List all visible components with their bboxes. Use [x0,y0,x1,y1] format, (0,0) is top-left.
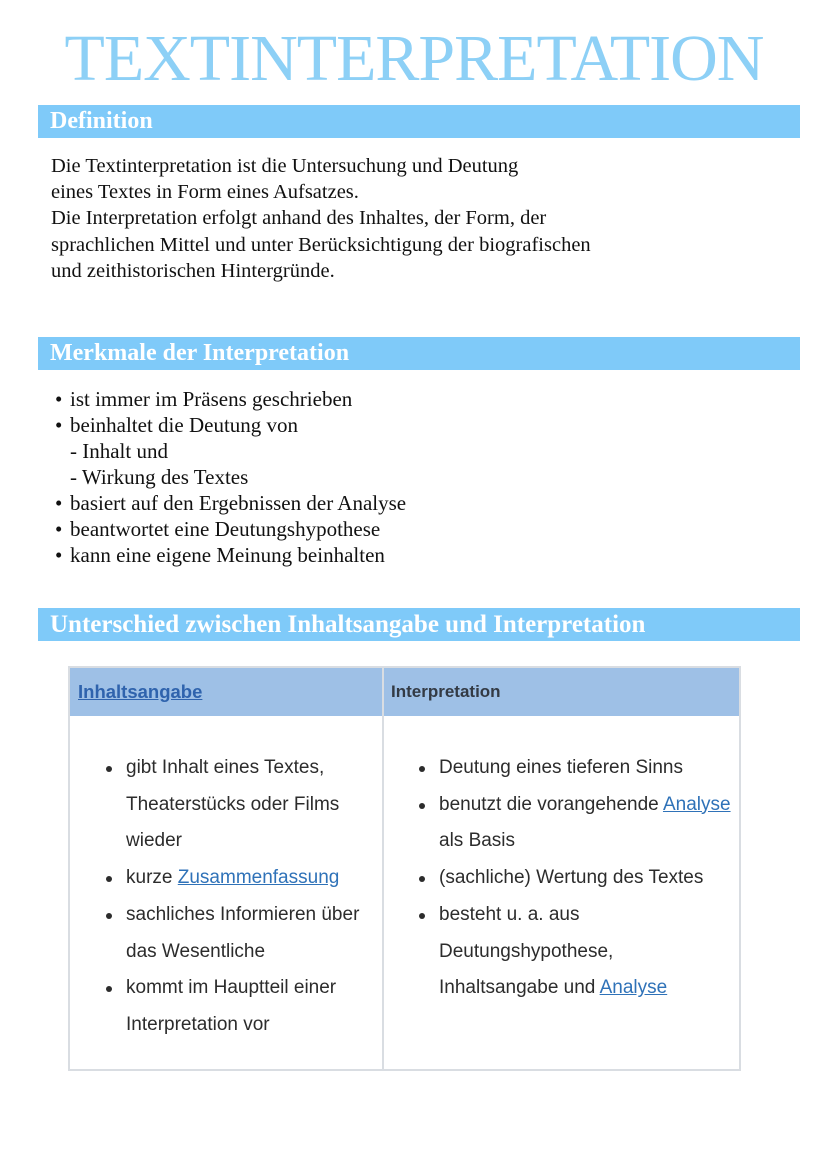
list-item: Deutung eines tieferen Sinns [417,750,737,787]
definition-line: eines Textes in Form eines Aufsatzes. [51,181,359,204]
table-header-interpretation: Interpretation [391,682,501,701]
bullet-icon: • [55,491,63,515]
list-subitem: - Wirkung des Textes [70,465,249,489]
definition-line: und zeithistorischen Hintergründe. [51,259,335,282]
list-item: (sachliche) Wertung des Textes [417,860,737,897]
merkmale-list [55,386,795,568]
page-title: TEXTINTERPRETATION [64,22,764,95]
bullet-icon: • [55,517,63,541]
analyse-link[interactable]: Analyse [599,977,668,999]
list-item: sachliches Informieren über das Wesentliche [104,897,379,970]
definition-text [51,153,791,284]
zusammenfassung-link[interactable]: Zusammenfassung [177,867,340,889]
list-item: • ist immer im Präsens geschrieben [55,387,353,411]
list-item: gibt Inhalt eines Textes, Theaterstücks oder Films wieder [104,750,379,860]
list-item: besteht u. a. aus Deutungshypothese, Inhaltsangabe und Analyse [417,897,737,1007]
definition-line: Die Interpretation erfolgt anhand des Inhaltes, der Form, der [51,207,547,230]
interpretation-list [417,750,737,1007]
inhaltsangabe-link[interactable]: Inhaltsangabe [78,681,203,702]
bullet-icon: • [55,387,63,411]
bullet-icon: • [55,543,63,567]
list-item: benutzt die vorangehende Analyse als Basis [417,787,737,860]
list-item: • basiert auf den Ergebnissen der Analyse [55,491,407,515]
list-subitem: - Inhalt und [70,439,168,463]
definition-line: Die Textinterpretation ist die Untersuchung und Deutung [51,155,519,177]
list-item: kommt im Hauptteil einer Interpretation vor [104,970,379,1043]
inhaltsangabe-list [104,750,379,1044]
comparison-table [68,666,741,1071]
list-item: • beantwortet eine Deutungshypothese [55,517,381,541]
table-header-inhaltsangabe [70,668,383,716]
definition-line: sprachlichen Mittel und unter Berücksichtigung der biografischen [51,233,591,256]
analyse-link[interactable]: Analyse [662,793,731,815]
bullet-icon: • [55,413,63,437]
section-heading-merkmale: Merkmale der Interpretation [38,337,800,370]
list-item: • beinhaltet die Deutung von [55,413,299,437]
table-header [70,668,739,716]
list-item: • kann eine eigene Meinung beinhalten [55,543,385,567]
section-heading-unterschied: Unterschied zwischen Inhaltsangabe und Interpretation [38,608,800,641]
section-heading-definition: Definition [38,105,800,138]
column-divider [382,668,384,1069]
list-item: kurze Zusammenfassung [104,860,379,897]
